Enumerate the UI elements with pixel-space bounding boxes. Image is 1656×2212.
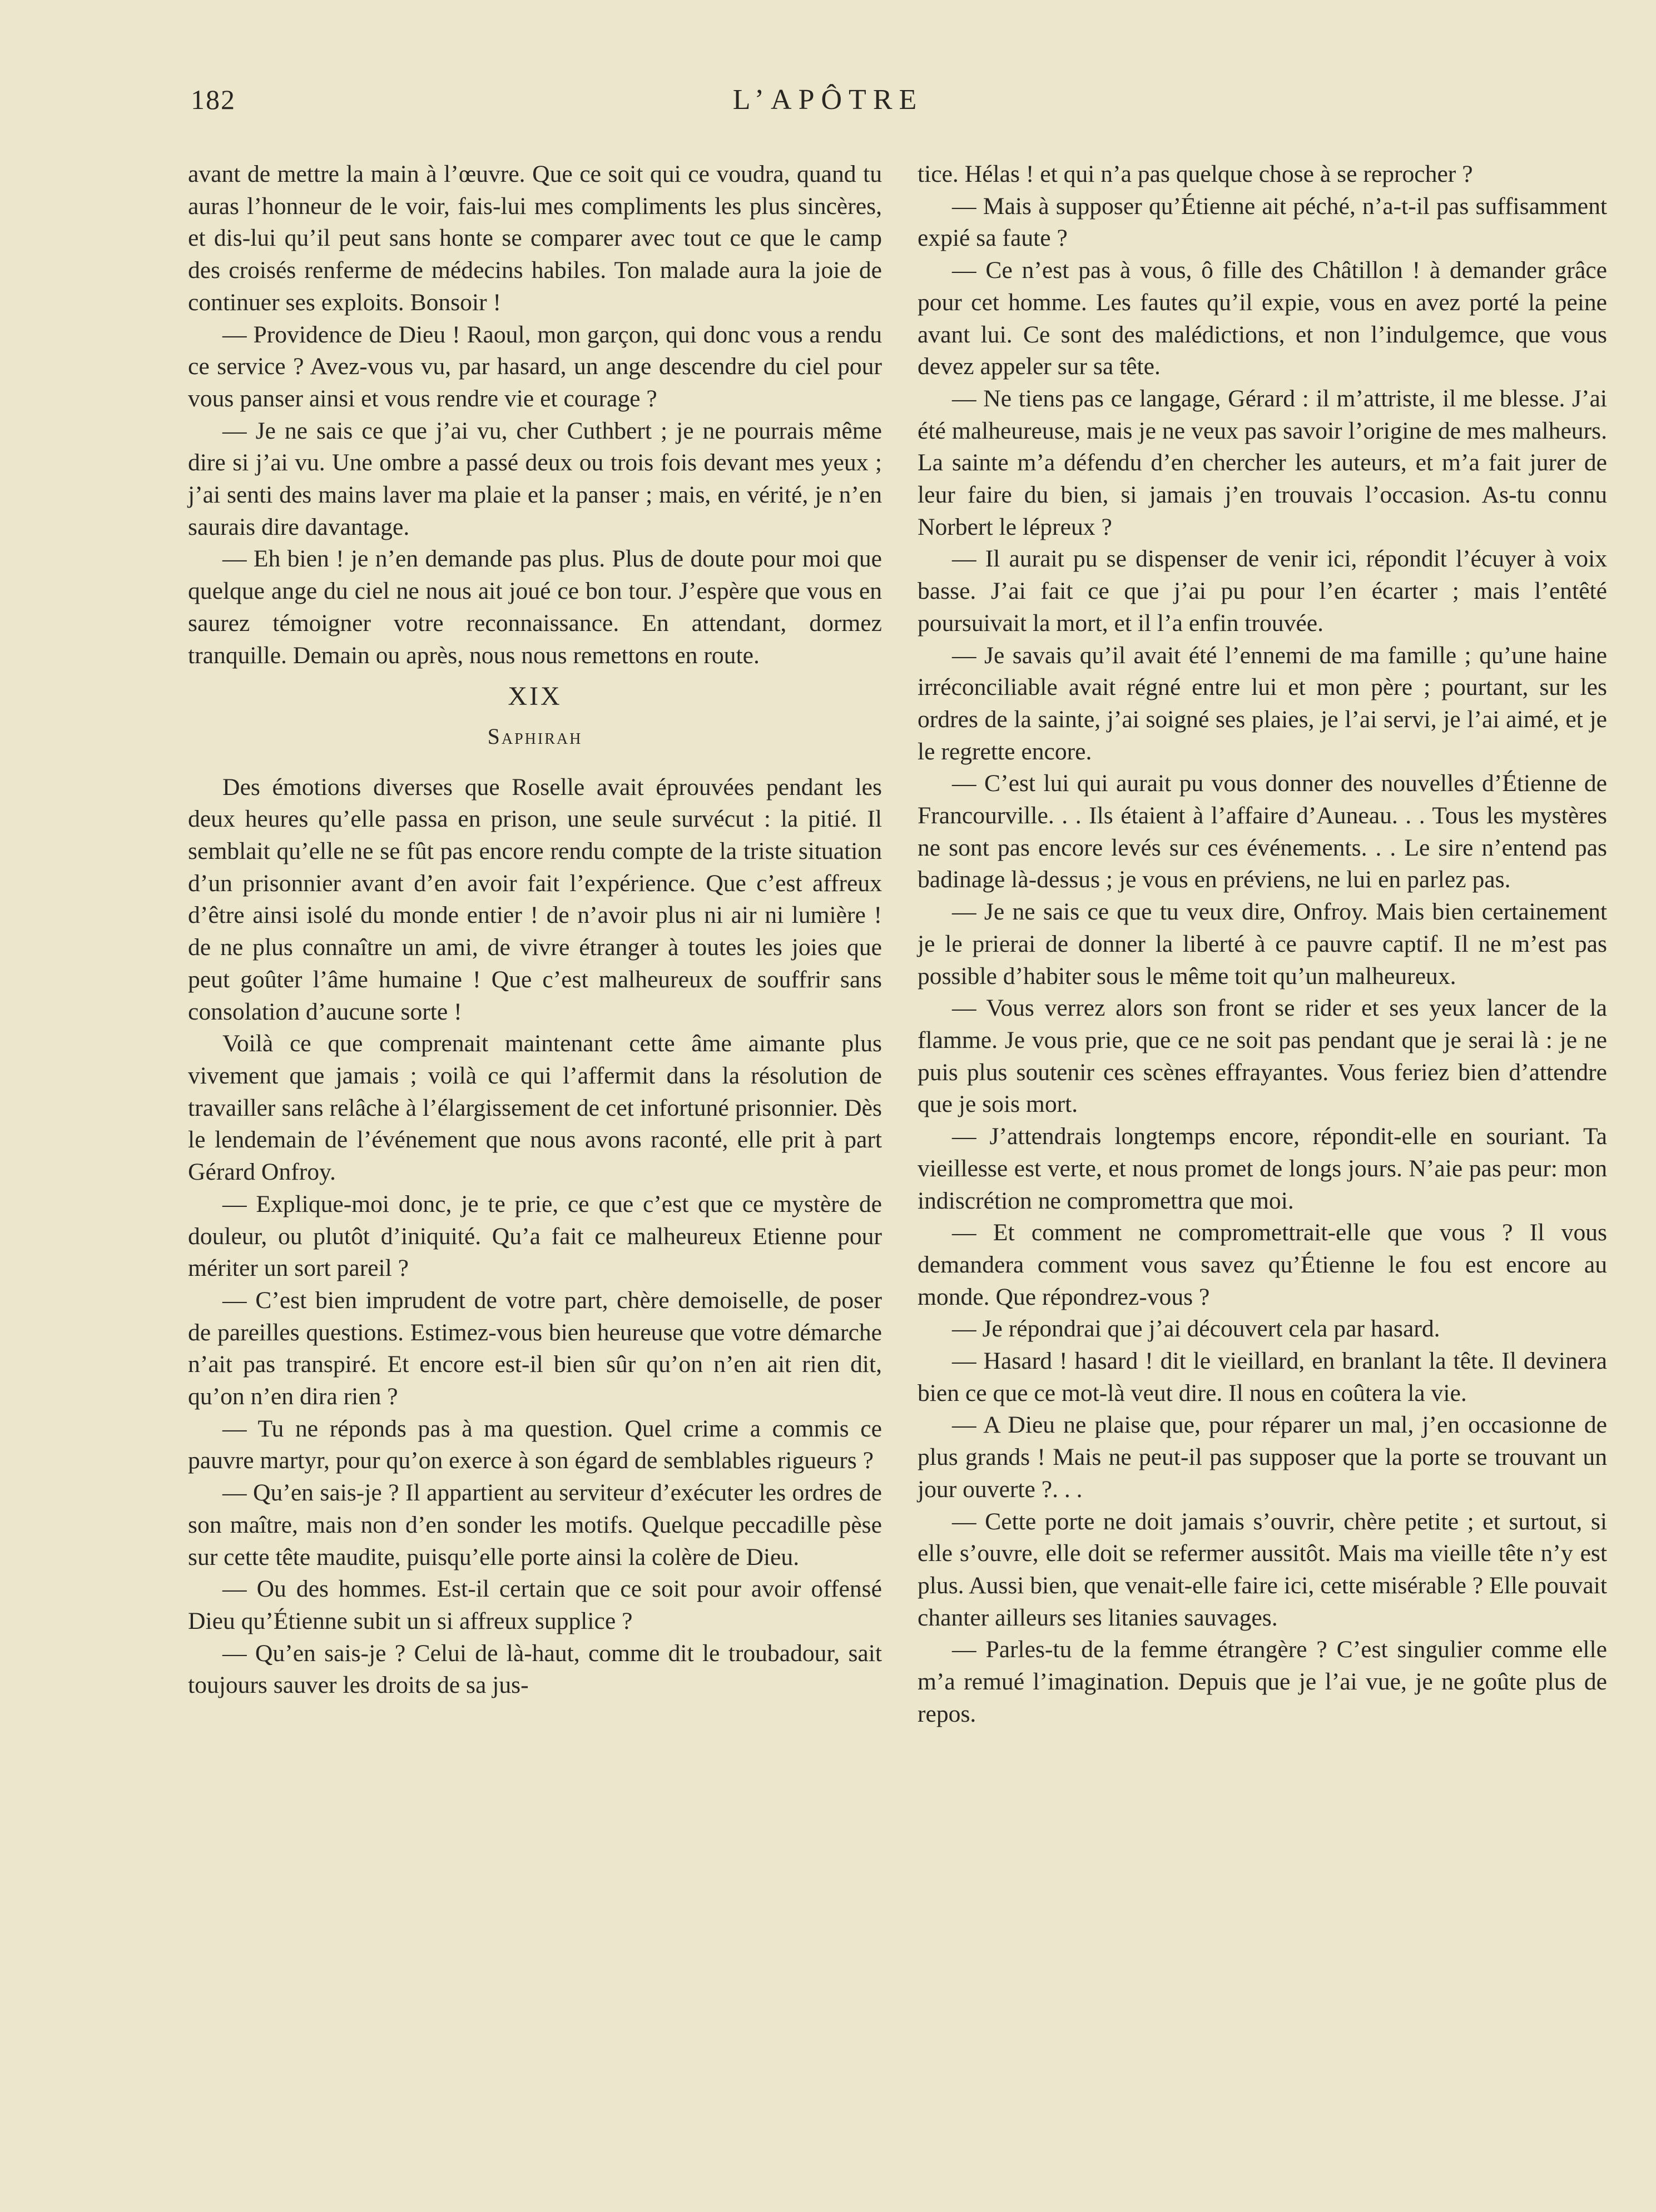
paragraph: — Je ne sais ce que tu veux dire, Onfroy. Mais bien certainement je le prierai de donner la liberté à ce pauvre captif. Il ne m’est pas possible d’habiter sous le même toit qu’un malheureux. bbox=[918, 898, 1607, 990]
paragraph: — Qu’en sais-je ? Il appartient au serviteur d’exécuter les ordres de son maître, mais non d’en sonder les motifs. Quelque peccadille pèse sur cette tête maudite, puisqu’elle porte ainsi la colère de Dieu. bbox=[188, 1479, 882, 1570]
page-number: 182 bbox=[191, 84, 236, 115]
paragraph: — Vous verrez alors son front se rider et ses yeux lancer de la flamme. Je vous prie, que ce ne soit pas pendant que je serai là : je ne puis plus soutenir ces scènes effrayantes. Vous feriez bien d’attendre que je sois mort. bbox=[918, 995, 1607, 1118]
paragraph: — Cette porte ne doit jamais s’ouvrir, chère petite ; et surtout, si elle s’ouvre, elle doit se refermer aussitôt. Mais ma vieille tête n’y est plus. Aussi bien, que venait-elle faire ici, cette misérable ? Elle pouvait chanter ailleurs ses litanies sauvages. bbox=[918, 1508, 1607, 1631]
paragraph: — C’est lui qui aurait pu vous donner des nouvelles d’Étienne de Francourville. . . Ils étaient à l’affaire d’Auneau. . . Tous les mystères ne sont pas encore levés sur ces événements. . . Le sire n’entend pas badinage là-dessus ; je vous en préviens, ne lui en parlez pas. bbox=[918, 770, 1607, 893]
paragraph: — Mais à supposer qu’Étienne ait péché, n’a-t-il pas suffisamment expié sa faute ? bbox=[918, 192, 1607, 252]
paragraph: — Eh bien ! je n’en demande pas plus. Plus de doute pour moi que quelque ange du ciel ne nous ait joué ce bon tour. J’espère que vous en saurez témoigner votre reconnaissance. En attendant, dormez tranquille. Demain ou après, nous nous remettons en route. bbox=[188, 545, 882, 669]
paragraph: — Providence de Dieu ! Raoul, mon garçon, qui donc vous a rendu ce service ? Avez-vous vu, par hasard, un ange descendre du ciel pour vous panser ainsi et vous rendre vie et courage ? bbox=[188, 321, 882, 412]
paragraph: Voilà ce que comprenait maintenant cette âme aimante plus vivement que jamais ; voilà ce qui l’affermit dans la résolution de travailler sans relâche à l’élargissement de cet infortuné prisonnier. Dès le lendemain de l’événement que nous avons raconté, elle prit à part Gérard Onfroy. bbox=[188, 1030, 882, 1186]
paragraph: — J’attendrais longtemps encore, répondit-elle en souriant. Ta vieillesse est verte, et nous promet de longs jours. N’aie pas peur: mon indiscrétion ne compromettra que moi. bbox=[918, 1123, 1607, 1214]
paragraph: — Hasard ! hasard ! dit le vieillard, en branlant la tête. Il devinera bien ce que ce mot-là veut dire. Il nous en coûtera la vie. bbox=[918, 1348, 1607, 1406]
paragraph: — Il aurait pu se dispenser de venir ici, répondit l’écuyer à voix basse. J’ai fait ce que j’ai pu pour l’en écarter ; mais l’entêté poursuivait la mort, et il l’a enfin trouvée. bbox=[918, 545, 1607, 637]
paragraph: — Explique-moi donc, je te prie, ce que c’est que ce mystère de douleur, ou plutôt d’iniquité. Qu’a fait ce malheureux Etienne pour mériter un sort pareil ? bbox=[188, 1190, 882, 1282]
left-column bbox=[188, 158, 882, 1702]
paragraph: — Je répondrai que j’ai découvert cela par hasard. bbox=[952, 1315, 1440, 1343]
paragraph: — Ou des hommes. Est-il certain que ce soit pour avoir offensé Dieu qu’Étienne subit un si affreux supplice ? bbox=[188, 1575, 882, 1634]
right-column bbox=[918, 158, 1607, 1730]
paragraph: — Qu’en sais-je ? Celui de là-haut, comme dit le troubadour, sait toujours sauver les droits de sa jus- bbox=[188, 1639, 882, 1699]
paragraph: — Je savais qu’il avait été l’ennemi de ma famille ; qu’une haine irréconciliable avait régné entre lui et mon père ; pourtant, sur les ordres de la sainte, j’ai soigné ses plaies, je l’ai servi, je l’ai aimé, et je le regrette encore. bbox=[918, 642, 1607, 765]
paragraph: tice. Hélas ! et qui n’a pas quelque chose à se reprocher ? bbox=[918, 161, 1473, 187]
chapter-title: Saphirah bbox=[487, 723, 583, 749]
paragraph: — Je ne sais ce que j’ai vu, cher Cuthbert ; je ne pourrais même dire si j’ai vu. Une ombre a passé deux ou trois fois devant mes yeux ; j’ai senti des mains laver ma plaie et la panser ; mais, en vérité, je n’en saurais dire davantage. bbox=[188, 417, 882, 540]
paragraph: Des émotions diverses que Roselle avait éprouvées pendant les deux heures qu’elle passa en prison, une seule survécut : la pitié. Il semblait qu’elle ne se fût pas encore rendu compte de la triste situation d’un prisonnier avant d’en avoir fait l’expérience. Que c’est affreux d’être ainsi isolé du monde entier ! de n’avoir plus ni air ni lumière ! de ne plus connaître un ami, de vivre étranger à toutes les joies que peut goûter l’âme humaine ! Que c’est malheureux de souffrir sans consolation d’aucune sorte ! bbox=[188, 773, 882, 1025]
paragraph: — A Dieu ne plaise que, pour réparer un mal, j’en occasionne de plus grands ! Mais ne peut-il pas supposer que la porte se trouvant un jour ouverte ?. . . bbox=[918, 1411, 1607, 1503]
paragraph: avant de mettre la main à l’œuvre. Que ce soit qui ce voudra, quand tu auras l’honneur de le voir, fais-lui mes compliments les plus sincères, et dis-lui qu’il peut sans honte se comparer avec tout ce que le camp des croisés renferme de médecins habiles. Ton malade aura la joie de continuer ses exploits. Bonsoir ! bbox=[188, 161, 882, 316]
paragraph: — Ce n’est pas à vous, ô fille des Châtillon ! à demander grâce pour cet homme. Les fautes qu’il expie, vous en avez porté la peine avant lui. Ce sont des malédictions, et non l’indulgemce, que vous devez appeler sur sa tête. bbox=[918, 257, 1607, 380]
paragraph: — Parles-tu de la femme étrangère ? C’est singulier comme elle m’a remué l’imagination. Depuis que je l’ai vue, je ne goûte plus de repos. bbox=[918, 1636, 1607, 1727]
paragraph: — Et comment ne compromettrait-elle que vous ? Il vous demandera comment vous savez qu’Étienne le fou est encore au monde. Que répondrez-vous ? bbox=[918, 1219, 1607, 1310]
paragraph: — Ne tiens pas ce langage, Gérard : il m’attriste, il me blesse. J’ai été malheureuse, mais je ne veux pas savoir l’origine de mes malheurs. La sainte m’a défendu d’en chercher les auteurs, et m’a fait jurer de leur faire du bien, si jamais j’en trouvais l’occasion. As-tu connu Norbert le lépreux ? bbox=[918, 385, 1607, 540]
paragraph: — C’est bien imprudent de votre part, chère demoiselle, de poser de pareilles questions. Estimez-vous bien heureuse que votre démarche n’ait pas transpiré. Et encore est-il bien sûr qu’on n’en ait rien dit, qu’on n’en dira rien ? bbox=[188, 1286, 882, 1410]
paragraph: — Tu ne réponds pas à ma question. Quel crime a commis ce pauvre martyr, pour qu’on exerce à son égard de semblables rigueurs ? bbox=[188, 1415, 882, 1474]
running-title: L’APÔTRE bbox=[732, 84, 924, 116]
chapter-number: XIX bbox=[508, 682, 562, 712]
